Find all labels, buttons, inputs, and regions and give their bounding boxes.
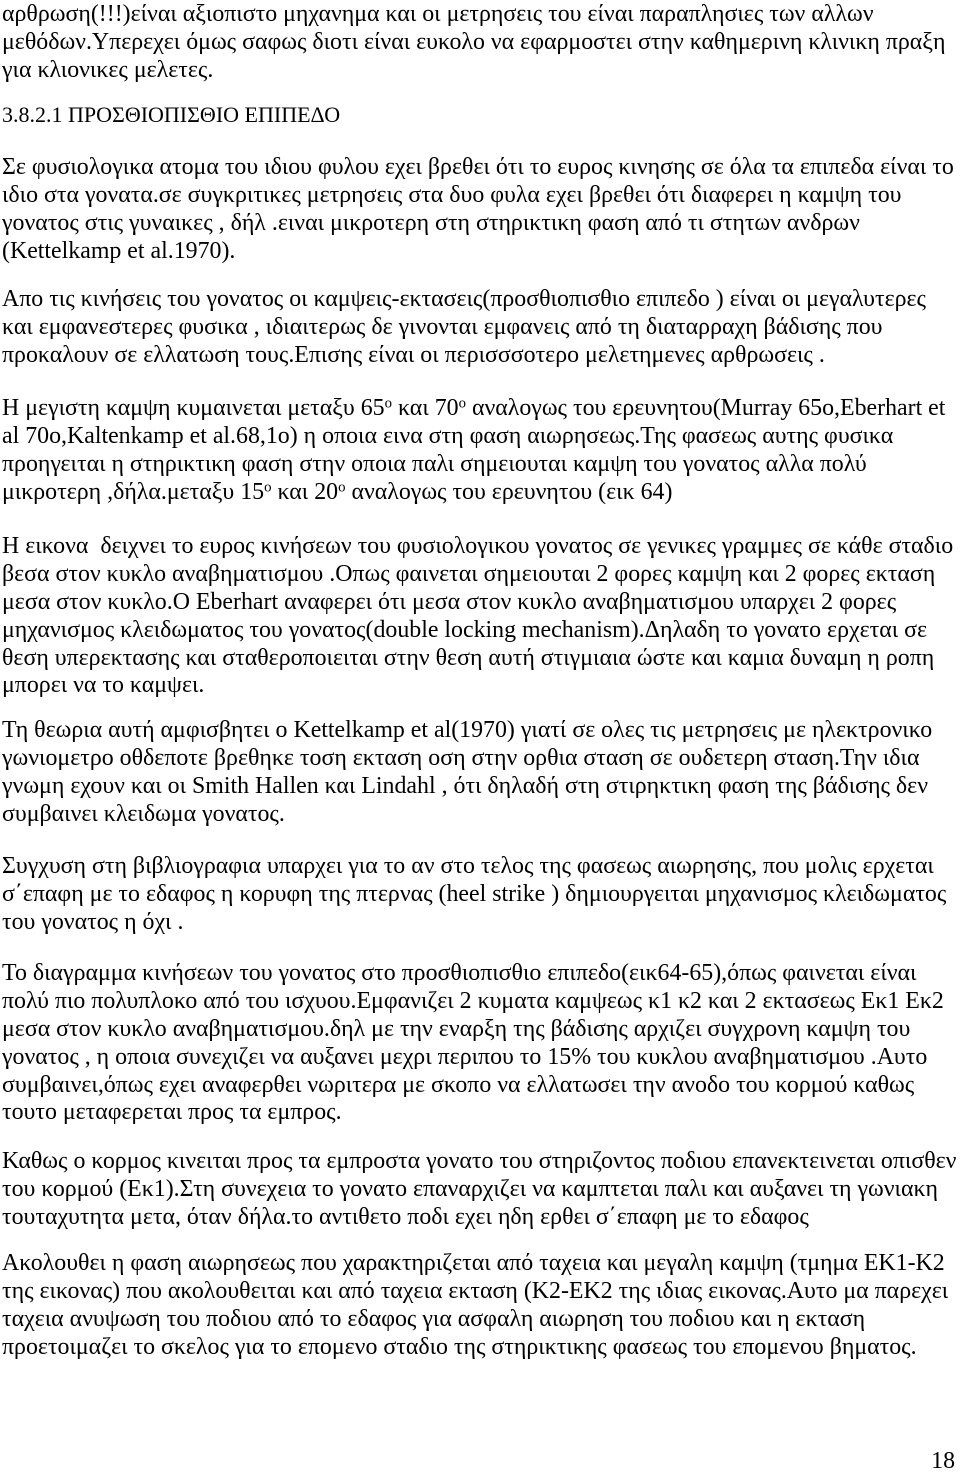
text-line: γονατος στις γυναικες , δήλ .ειναι μικροτερη στη στηρικτικη φαση από τι στητων ανδρων: [2, 209, 860, 236]
paragraph-intro: [2, 1, 958, 85]
text-line: τουταχυτητα μετα, όταν δήλα.το αντιθετο ποδι εχει ηδη ερθει σ΄επαφη με το εδαφος: [2, 1203, 809, 1230]
text-line: Ακολουθει η φαση αιωρησεως που χαρακτηριζεται από ταχεια και μεγαλη καμψη (τμημα ΕΚ1-Κ2: [2, 1250, 945, 1276]
text-line: (Kettelkamp et al.1970).: [2, 237, 236, 264]
text-line: Σε φυσιολογικα ατομα του ιδιου φυλου εχει βρεθει ότι το ευρος κινησης σε όλα τα επιπεδα είναι το: [2, 154, 954, 180]
paragraph: [2, 395, 958, 507]
paragraph: [2, 286, 958, 370]
text-line: θεση υπερεκτασης και σταθεροποιειται στην θεση αυτή στιγμιαια ώστε και καμια δυναμη η ροπη: [2, 644, 935, 671]
text-line: προετοιμαζει το σκελος για το επομενο σταδιο της στηρικτικης φασεως του επομενου βηματος.: [2, 1333, 917, 1360]
text-run: και 20: [271, 478, 339, 505]
text-line: συμβαινει κλειδωμα γονατος.: [2, 800, 285, 827]
section-heading: [2, 101, 958, 129]
text-line: μεθόδων.Υπερεχει όμως σαφως διοτι είναι ευκολο να εφαρμοστει στην καθημερινη κλινικη πραξη: [2, 28, 946, 55]
paragraph: [2, 154, 958, 266]
text-line: βεσα στον κυκλο αναβηματισμου .Οπως φαινεται σημειουται 2 φορες καμψη και 2 φορες εκταση: [2, 560, 936, 587]
degree-superscript: ο: [458, 395, 466, 412]
text-line: Συγχυση στη βιβλιογραφια υπαρχει για το αν στο τελος της φασεως αιωρησης, που μολις ερχεται: [2, 853, 934, 879]
text-line: μηχανισμος κλειδωματος του γονατος(double locking mechanism).Δηλαδη το γονατο ερχεται σε: [2, 616, 928, 643]
text-line: γονατος , η οποια συνεχιζει να αυξανει μεχρι περιπου το 15% του κυκλου αναβηματισμου .Αυτο: [2, 1043, 928, 1070]
text-line: μεσα στον κυκλο.Ο Eberhart αναφερει ότι μεσα στον κυκλο αναβηματισμου υπαρχει 2 φορες: [2, 588, 897, 615]
section-heading-text: 3.8.2.1 ΠΡΟΣΘΙΟΠΙΣΘΙΟ ΕΠΙΠΕΔΟ: [2, 102, 341, 127]
text-line: της εικονας) που ακολουθειται και από ταχεια εκταση (Κ2-ΕΚ2 της ιδιας εικονας.Αυτο μα παρεχει: [2, 1277, 949, 1304]
text-line: και εμφανεστερες φυσικα , ιδιαιτερως δε γινονται εμφανεις από τη διαταρραχη βάδισης που: [2, 313, 883, 340]
text-line: συμβαινει,όπως εχει αναφερθει νωριτερα με σκοπο να ελλατωσει την ανοδο του κορμού καθως: [2, 1071, 915, 1098]
text-line: Καθως ο κορμος κινειται προς τα εμπροστα γονατο του στηριζοντος ποδιου επανεκτεινεται οπισθεν: [2, 1148, 957, 1174]
text-line: γωνιομετρο οθδεποτε βρεθηκε τοση εκταση οση στην ορθια σταση σε ουδετερη σταση.Την ιδια: [2, 744, 920, 771]
text-run: Η μεγιστη καμψη κυμαινεται μεταξυ 65: [2, 395, 385, 421]
degree-superscript: ο: [384, 395, 393, 412]
paragraph: [2, 960, 958, 1127]
paragraph: [2, 853, 958, 937]
text-line: πολύ πιο πολυπλοκο από του ισχυου.Εμφανιζει 2 κυματα καμψεως κ1 κ2 και 2 εκτασεως Εκ1 Εκ2: [2, 987, 944, 1014]
text-run: αναλογως του ερευνητου (εικ 64): [345, 478, 673, 505]
text-line: Απο τις κινήσεις του γονατος οι καμψεις-εκτασεις(προσθιοπισθιο επιπεδο ) είναι οι μεγαλυτερες: [2, 286, 927, 312]
text-line: al 70o,Kaltenkamp et al.68,1o) η οποια εινα στη φαση αιωρησεως.Της φασεως αυτης φυσικα: [2, 422, 894, 449]
paragraph: [2, 533, 958, 700]
text-line: τουτο μεταφερεται προς τα εμπρος.: [2, 1099, 342, 1126]
paragraph: [2, 1148, 958, 1232]
text-line: Το διαγραμμα κινήσεων του γονατος στο προσθιοπισθιο επιπεδο(εικ64-65),όπως φαινεται είναι: [2, 960, 917, 986]
text-line: προκαλουν σε ελλατωση τους.Επισης είναι οι περισσσοτερο μελετημενες αρθρωσεις .: [2, 341, 825, 368]
text-line: μπορει να το καμψει.: [2, 672, 205, 699]
degree-superscript: ο: [264, 479, 272, 496]
text-line: του κορμού (Εκ1).Στη συνεχεια το γονατο επαναρχιζει να καμπτεται παλι και αυξανει τη γωνιακη: [2, 1175, 938, 1202]
text-run: μικροτερη ,δήλα.μεταξυ 15: [2, 478, 265, 505]
text-line: Η εικονα δειχνει το ευρος κινήσεων του φυσιολογικου γονατος σε γενικες γραμμες σε κάθε σταδιο: [2, 533, 954, 559]
text-line: Τη θεωρια αυτή αμφισβητει ο Kettelkamp et al(1970) γιατί σε ολες τις μετρησεις με ηλεκτρονικο: [2, 717, 933, 743]
paragraph: [2, 717, 958, 829]
text-line: ταχεια ανυψωση του ποδιου από το εδαφος για ασφαλη αιωρηση του ποδιου και η εκταση: [2, 1305, 866, 1332]
text-line: του γονατος η όχι .: [2, 908, 184, 935]
text-line: γνωμη εχουν και οι Smith Hallen και Lindahl , ότι δηλαδή στη στιρηκτικη φαση της βάδισης δεν: [2, 772, 928, 799]
text-line: αρθρωση(!!!)είναι αξιοπιστο μηχανημα και οι μετρησεις του είναι παραπλησιες των αλλων: [2, 1, 874, 27]
text-run: και 70: [392, 395, 459, 421]
degree-superscript: ο: [338, 479, 346, 496]
paragraph: [2, 1250, 958, 1362]
text-line: μεσα στον κυκλο αναβηματισμου.δηλ με την εναρξη της βάδισης αρχιζει συγχρονη καμψη του: [2, 1015, 911, 1042]
text-line: προηγειται η στηρικτικη φαση στην οποια παλι σημειουται καμψη του γονατος αλλα πολύ: [2, 450, 867, 477]
text-run: αναλογως του ερευνητου(Murray 65o,Eberhart et: [466, 395, 946, 421]
text-line: σ΄επαφη με το εδαφος η κορυφη της πτερνας (heel strike ) δημιουργειται μηχανισμος κλειδωματος: [2, 880, 947, 907]
text-line: ιδιο στα γονατα.σε συγκριτικες μετρησεις στα δυο φυλα εχει βρεθει ότι διαφερει η καμψη του: [2, 181, 902, 208]
text-line: για κλιονικες μελετες.: [2, 56, 214, 83]
text-line: [2, 479, 672, 507]
page-number: 18: [931, 1448, 955, 1474]
text-line: [2, 395, 945, 423]
